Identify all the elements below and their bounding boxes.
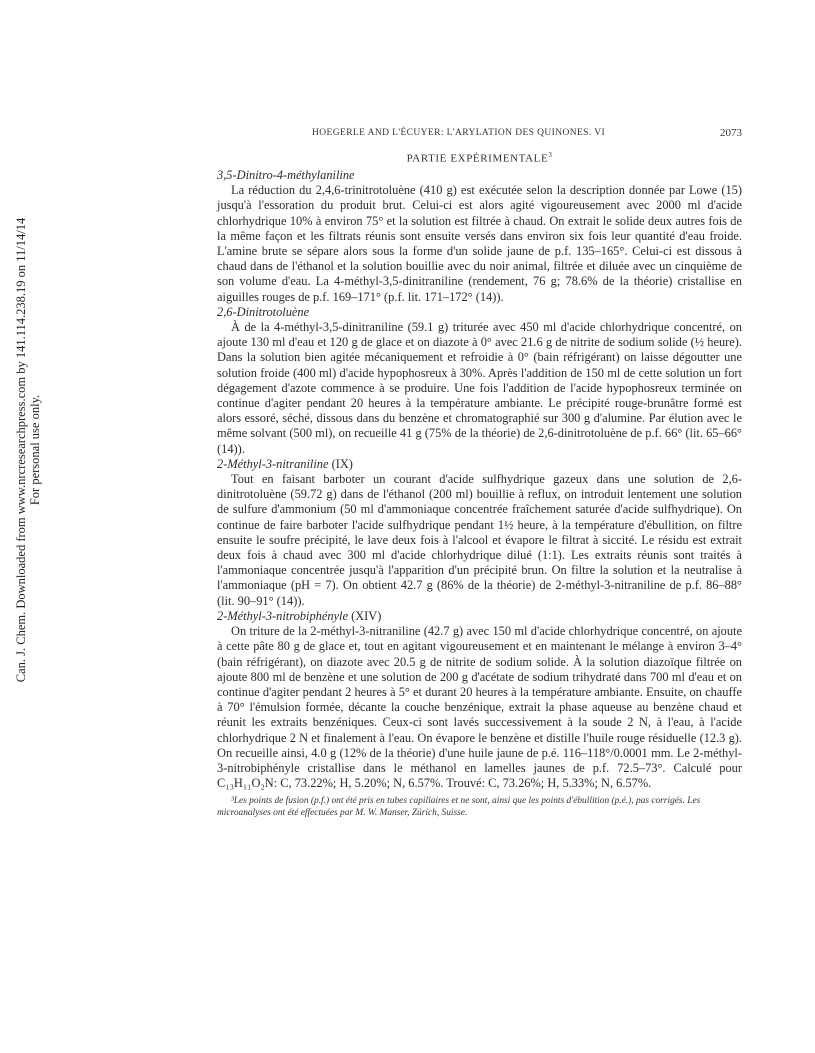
procedure-paragraph: À de la 4-méthyl-3,5-dinitraniline (59.1 g) triturée avec 450 ml d'acide chlorhydrique concentré, on ajoute 130 ml d'eau et 120 g de glace et on diazote à 0° avec 21.6 g de nitrite de sodium solide (½ heure). Dans la solution bien agitée mécaniquement et refroidie à 0° (bain réfrigérant) on laisse dégoutter une solution froide (400 ml) d'acide hypophosreux à 30%. Après l'addition de 150 ml de cette solution un fort dégagement d'azote commence à se produire. Une fois l'addition de l'acide hypophosreux terminée on continue d'agiter pendant 20 heures à la température ambiante. Le précipité rouge-brunâtre formé est alors essoré, séché, dissous dans du benzène et chromatographié sur 300 g d'alumine. Par élution avec le même solvant (500 ml), on recueille 41 g (75% de la théorie) de 2,6-dinitrotoluène de p.f. 66° (lit. 65–66° (14)). bbox=[217, 320, 742, 456]
article-body bbox=[217, 168, 742, 829]
download-watermark-text bbox=[14, 218, 42, 683]
footnote: ³Les points de fusion (p.f.) ont été pris en tubes capillaires et ne sont, ainsi que les points d'ébullition (p.é.), pas corrigés. Les microanalyses ont été effectuées par M. W. Manser, Zürich, Suisse. bbox=[217, 796, 701, 818]
section-footnote-mark: 3 bbox=[548, 151, 553, 159]
subsection-heading bbox=[217, 168, 742, 183]
section-title bbox=[217, 151, 742, 165]
subsection-heading bbox=[217, 457, 742, 472]
subsection-heading-text: 2-Méthyl-3-nitrobiphényle bbox=[217, 608, 348, 623]
page-number: 2073 bbox=[720, 127, 742, 139]
compound-number: (IX) bbox=[328, 456, 353, 471]
procedure-paragraph: Tout en faisant barboter un courant d'acide sulfhydrique gazeux dans une solution de 2,6-dinitrotoluène (59.72 g) dans de l'éthanol (200 ml) bouillie à reflux, on introduit lentement une solution de sulfure d'ammonium (50 ml d'ammoniaque concentrée fraîchement saturée d'acide sulfhydrique). On continue de faire barboter l'acide sulfhydrique pendant 1½ heure, à la température d'ébullition, on filtre ensuite le soufre précipité, le lave deux fois à l'alcool et évapore le filtrat à siccité. Le résidu est extrait deux fois à chaud avec 300 ml d'acide chlorhydrique dilué (1:1). Les extraits réunis sont traités à l'ammoniaque concentrée jusqu'à l'apparition d'un précipité brun. On filtre la solution et la neutralise à l'ammoniaque (pH = 7). On obtient 42.7 g (86% de la théorie) de 2-méthyl-3-nitraniline de p.f. 86–88° (lit. 90–91° (14)). bbox=[217, 472, 742, 608]
download-watermark bbox=[2, 217, 54, 683]
subsection-heading bbox=[217, 609, 742, 624]
procedure-paragraph: La réduction du 2,4,6-trinitrotoluène (410 g) est exécutée selon la description donnée par Lowe (15) jusqu'à l'essoration du produit brut. Celui-ci est alors agité vigoureusement avec 2000 ml d'acide chlorhydrique 10% à environ 75° et la solution est filtrée à chaud. On extrait le solide deux autres fois de la même façon et les filtrats réunis sont ensuite versés dans environ six fois leur quantité d'eau froide. L'amine brute se sépare alors sous la forme d'un solide jaune de p.f. 135–165°. Celui-ci est dissous à chaud dans de l'éthanol et la solution bouillie avec du noir animal, filtrée et diluée avec un cinquième de son volume d'eau. La 4-méthyl-3,5-dinitraniline (rendement, 76 g; 78.6% de la théorie) cristallise en aiguilles rouges de p.f. 169–171° (p.f. lit. 171–172° (14)). bbox=[217, 183, 742, 304]
running-title: HOEGERLE AND L'ÉCUYER: L'ARYLATION DES QUINONES. VI bbox=[312, 128, 606, 138]
subsection-heading-text: 3,5-Dinitro-4-méthylaniline bbox=[217, 168, 355, 182]
watermark-line-1: Can. J. Chem. Downloaded from www.nrcresearchpress.com by 141.114.238.19 on 11/14/14 bbox=[14, 217, 28, 683]
compound-number: (XIV) bbox=[347, 608, 382, 623]
subsection-heading-text: 2,6-Dinitrotoluène bbox=[217, 304, 310, 319]
section-title-text: PARTIE EXPÉRIMENTALE bbox=[406, 152, 549, 165]
subsection-heading-text: 2-Méthyl-3-nitraniline bbox=[217, 456, 329, 471]
watermark-line-2: For personal use only. bbox=[28, 394, 42, 506]
subsection-heading bbox=[217, 305, 742, 320]
procedure-paragraph: On triture de la 2-méthyl-3-nitraniline (42.7 g) avec 150 ml d'acide chlorhydrique concentré, on ajoute à cette pâte 80 g de glace et, tout en agitant vigoureusement et en maintenant le mélange à environ 3–4° (bain réfrigérant), on diazote avec 20.5 g de nitrite de sodium solide. À la solution diazoïque filtrée on ajoute 800 ml de benzène et une solution de 200 g d'acétate de sodium trihydraté dans 700 ml d'eau et on continue d'agiter pendant 2 heures à 5° et durant 20 heures à la température ambiante. Ensuite, on chauffe à 70° l'émulsion formée, décante la couche benzénique, extrait la phase aqueuse au benzène chaud et réunit les extraits benzéniques. Ceux-ci sont lavés successivement à la soude 2 N, à l'eau, à l'acide chlorhydrique 2 N et finalement à l'eau. On évapore le benzène et distille l'huile rouge résiduelle (12.3 g). On recueille ainsi, 4.0 g (12% de la théorie) d'une huile jaune de p.é. 116–118°/0.0001 mm. Le 2-méthyl-3-nitrobiphényle cristallise dans le méthanol en lamelles jaunes de p.f. 72.5–73°. Calculé pour C₁₃H₁₁O₂N: C, 73.22%; H, 5.20%; N, 6.57%. Trouvé: C, 73.26%; H, 5.33%; N, 6.57%. bbox=[217, 624, 742, 791]
